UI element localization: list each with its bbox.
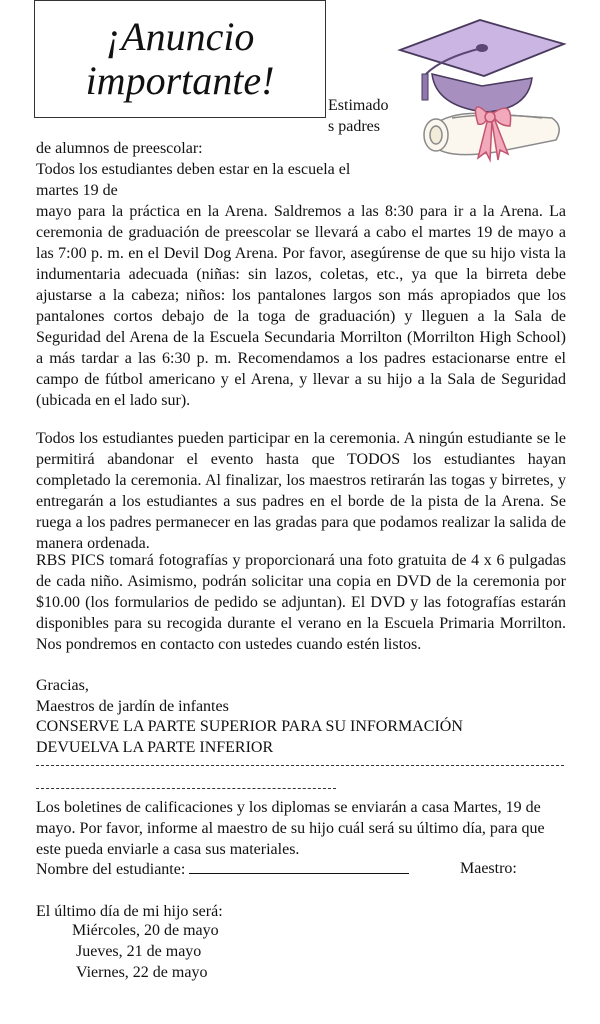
greeting-part-3: de alumnos de preescolar: [36,140,203,157]
keep-top-notice: CONSERVE LA PARTE SUPERIOR PARA SU INFORMACIÓN [36,718,463,735]
paragraph-1: mayo para la práctica en la Arena. Saldremos a las 8:30 para ir a la Arena. La ceremonia de graduación de preescolar se llevará a cabo el martes 19 de mayo a las 7:00 p. m. en el Devil Dog Arena. Por favor, asegúrense de que su hijo vista la indumentaria adecuada (niñas: sin lazos, coletas, etc., ya que la birreta debe ajustarse a la cabeza; niños: los pantalones largos son más apropiados que los pantalones cortos debajo de la toga de graduación) y lleguen a la Sala de Seguridad del Arena de la Escuela Secundaria Morrilton (Morrilton High School) a más tardar a las 6:30 p. m. Recomendamos a los padres estacionarse entre el campo de fútbol americano y el Arena, y llevar a su hijo a la Sala de Seguridad (ubicada en el lado sur). [36,203,566,409]
paragraph-2: Todos los estudiantes pueden participar en la ceremonia. A ningún estudiante se le permitirá abandonar el evento hasta que TODOS los estudiantes hayan completado la ceremonia. Al finalizar, los maestros retirarán las togas y birretes, y entregarán a los estudiantes a sus padres en el borde de la pista de la Arena. Se ruega a los padres permanecer en las gradas para que podamos realizar la salida de manera ordenada. [36,430,566,552]
announcement-title-box [34,0,326,118]
option-friday[interactable]: Viernes, 22 de mayo [76,964,208,981]
student-name-blank[interactable] [189,858,409,874]
option-wednesday[interactable]: Miércoles, 20 de mayo [72,922,219,939]
signature-text: Maestros de jardín de infantes [36,698,229,715]
teacher-label: Maestro: [460,860,517,877]
student-name-label: Nombre del estudiante: [36,861,186,878]
cut-line [36,765,564,767]
return-bottom-notice: DEVUELVA LA PARTE INFERIOR [36,739,274,756]
para1-line-2: martes 19 de [36,182,118,199]
title-line-1: ¡Anuncio [105,14,255,59]
para1-line-1: Todos los estudiantes deben estar en la escuela el [36,161,351,178]
bottom-paragraph: Los boletines de calificaciones y los diplomas se enviarán a casa Martes, 19 de mayo. Por favor, informe al maestro de su hijo cuál será su último día, para que este pueda enviarle a casa sus materiales. [36,799,545,858]
title-line-2: importante! [85,58,275,103]
last-day-label: El último día de mi hijo será: [36,903,223,920]
student-name-row [36,858,409,881]
greeting-part-1: Estimado [328,97,389,114]
closing-text: Gracias, [36,677,89,694]
cut-line-2 [36,788,336,790]
paragraph-3: RBS PICS tomará fotografías y proporcionará una foto gratuita de 4 x 6 pulgadas de cada niño. Asimismo, podrán solicitar una copia en DVD de la ceremonia por $10.00 (los formularios de pedido se adjuntan). El DVD y las fotografías estarán disponibles para su recogida durante el verano en la Escuela Primaria Morrilton. Nos pondremos en contacto con ustedes cuando estén listos. [36,552,566,653]
greeting-part-2: s padres [328,118,380,135]
option-thursday[interactable]: Jueves, 21 de mayo [76,943,202,960]
